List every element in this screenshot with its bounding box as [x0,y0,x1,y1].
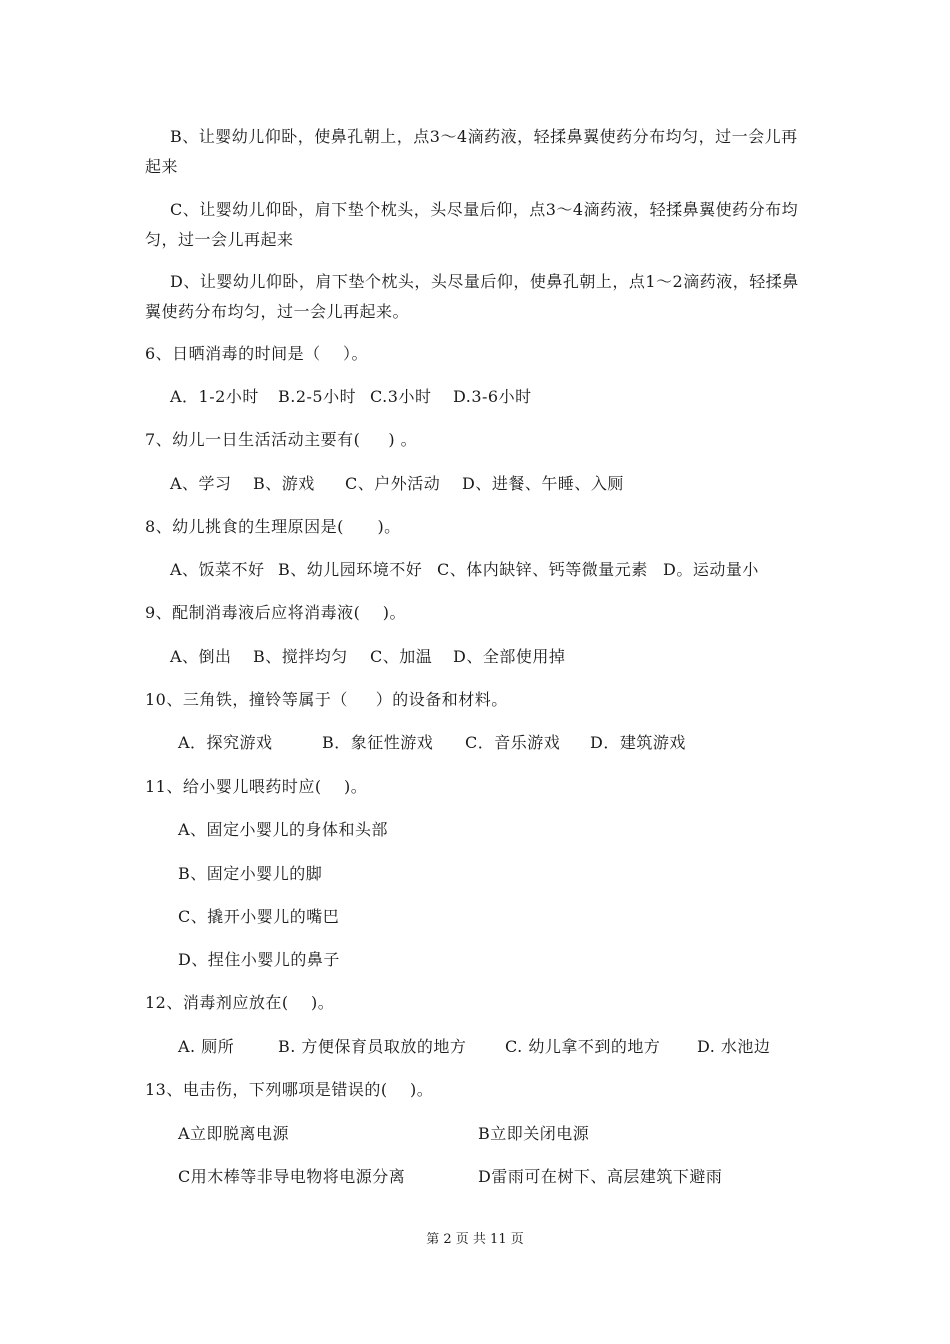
q11-option-a: A、固定小婴儿的身体和头部 [178,820,389,839]
q7-option-c: C、户外活动 [345,474,441,493]
q12-option-b: B. 方便保育员取放的地方 [278,1037,467,1056]
q7-option-a: A、学习 [170,474,232,493]
q12-option-d: D. 水池边 [697,1037,771,1056]
q10-stem: 10、三角铁，撞铃等属于（ ）的设备和材料。 [145,690,508,709]
q6-option-a: A．1-2小时 [170,387,259,406]
q9-option-b: B、搅拌均匀 [253,647,348,666]
q5-option-b-line2: 起来 [145,157,179,176]
q12-option-a: A. 厕所 [178,1037,235,1056]
q5-option-d-line2: 翼使药分布均匀，过一会儿再起来。 [145,302,410,321]
q12-option-c: C. 幼儿拿不到的地方 [505,1037,661,1056]
q9-option-c: C、加温 [370,647,433,666]
q6-option-d: D.3-6小时 [453,387,532,406]
q5-option-d-line1: D、让婴幼儿仰卧，肩下垫个枕头，头尽量后仰，使鼻孔朝上，点1～2滴药液，轻揉鼻 [170,272,799,291]
q8-option-d: D。运动量小 [663,560,759,579]
q13-option-a: A立即脱离电源 [178,1124,290,1143]
q7-option-d: D、进餐、午睡、入厕 [462,474,624,493]
q10-option-b: B．象征性游戏 [322,733,434,752]
q8-option-c: C、体内缺锌、钙等微量元素 [437,560,648,579]
q6-stem: 6、日晒消毒的时间是（ ）。 [145,344,369,363]
q10-option-d: D．建筑游戏 [590,733,686,752]
q11-option-b: B、固定小婴儿的脚 [178,864,323,883]
q11-option-d: D、捏住小婴儿的鼻子 [178,950,340,969]
q5-option-b-line1: B、让婴幼儿仰卧，使鼻孔朝上，点3～4滴药液，轻揉鼻翼使药分布均匀，过一会儿再 [170,127,798,146]
q8-option-a: A、饭菜不好 [170,560,265,579]
q11-stem: 11、给小婴儿喂药时应( )。 [145,777,368,796]
page-footer: 第 2 页 共 11 页 [426,1232,524,1247]
q13-stem: 13、电击伤，下列哪项是错误的( )。 [145,1080,434,1099]
q8-stem: 8、幼儿挑食的生理原因是( )。 [145,517,401,536]
q9-option-a: A、倒出 [170,647,232,666]
q6-option-b: B.2-5小时 [278,387,357,406]
q8-option-b: B、幼儿园环境不好 [278,560,423,579]
q9-option-d: D、全部使用掉 [453,647,566,666]
q10-option-c: C．音乐游戏 [465,733,561,752]
q12-stem: 12、消毒剂应放在( )。 [145,993,335,1012]
q5-option-c-line2: 匀，过一会儿再起来 [145,230,294,249]
q13-option-d: D雷雨可在树下、高层建筑下避雨 [478,1167,723,1186]
q13-option-c: C用木棒等非导电物将电源分离 [178,1167,406,1186]
q9-stem: 9、配制消毒液后应将消毒液( )。 [145,603,407,622]
q11-option-c: C、撬开小婴儿的嘴巴 [178,907,340,926]
q7-stem: 7、幼儿一日生活活动主要有( ) 。 [145,430,418,449]
q13-option-b: B立即关闭电源 [478,1124,590,1143]
q7-option-b: B、游戏 [253,474,315,493]
q6-option-c: C.3小时 [370,387,432,406]
q10-option-a: A．探究游戏 [178,733,273,752]
q5-option-c-line1: C、让婴幼儿仰卧，肩下垫个枕头，头尽量后仰，点3～4滴药液，轻揉鼻翼使药分布均 [170,200,799,219]
